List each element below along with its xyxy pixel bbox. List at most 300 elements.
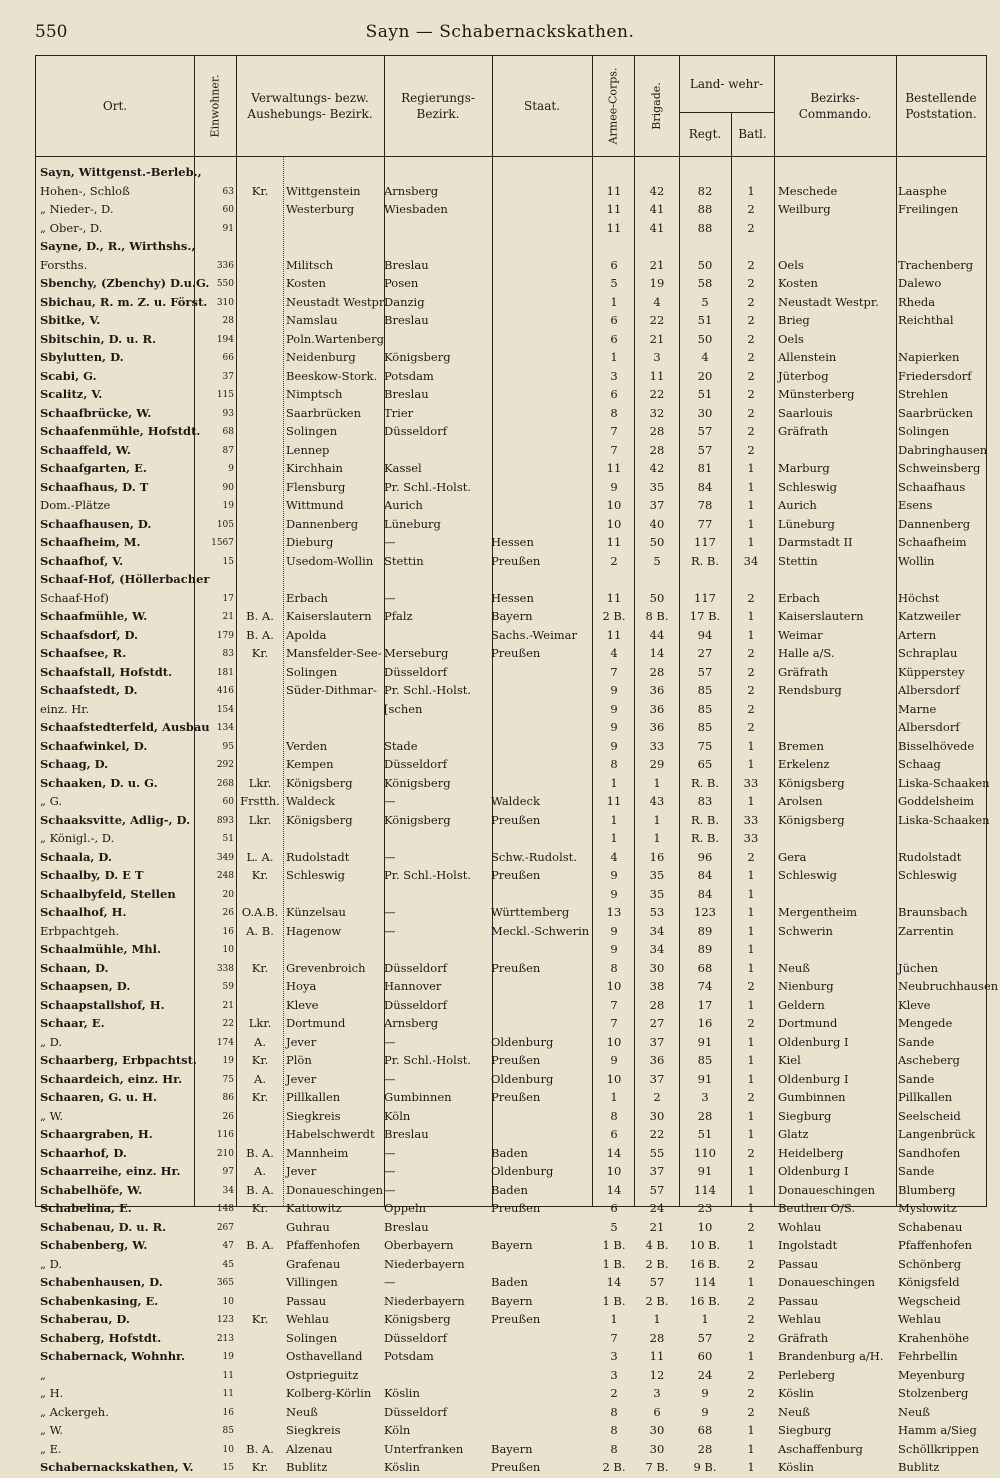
landwehr-regiment-cell: 16 B. bbox=[689, 1293, 721, 1308]
district-command-cell: Gumbinnen bbox=[778, 1090, 846, 1104]
district-command-cell: Geldern bbox=[778, 997, 825, 1012]
page-number: 550 bbox=[35, 22, 68, 42]
post-station-cell: Seelscheid bbox=[898, 1108, 961, 1123]
army-corps-cell: 1 bbox=[610, 294, 618, 309]
landwehr-battalion-cell: 2 bbox=[747, 405, 755, 420]
brigade-cell: 30 bbox=[649, 1108, 665, 1123]
brigade-cell: 29 bbox=[649, 757, 665, 771]
brigade-cell: 37 bbox=[649, 1164, 665, 1178]
table-row bbox=[36, 1163, 986, 1182]
district-command-cell: Arolsen bbox=[778, 794, 823, 808]
table-body bbox=[36, 164, 999, 1478]
district-command-cell: Köslin bbox=[778, 1386, 814, 1400]
district-command-cell: Brandenburg a/H. bbox=[778, 1349, 884, 1363]
landwehr-regiment-cell: 117 bbox=[694, 535, 716, 549]
govt-district-cell: — bbox=[384, 794, 396, 808]
landwehr-regiment-cell: R. B. bbox=[690, 775, 720, 790]
table-row bbox=[36, 1367, 986, 1386]
admin-district-cell: Wittgenstein bbox=[286, 183, 361, 198]
district-command-cell: Halle a/S. bbox=[778, 646, 835, 660]
govt-district-cell: Düsseldorf bbox=[384, 1404, 447, 1419]
table-row bbox=[36, 349, 986, 368]
landwehr-battalion-cell: 1 bbox=[747, 1127, 755, 1141]
landwehr-battalion-cell: 2 bbox=[747, 1256, 755, 1271]
table-row bbox=[36, 1422, 986, 1441]
place-name-cell: „ G. bbox=[40, 794, 63, 808]
district-command-cell: Königsberg bbox=[778, 775, 845, 790]
post-station-cell: Neubruchhausen bbox=[898, 979, 999, 993]
district-command-cell: Glatz bbox=[778, 1127, 809, 1141]
place-name-cell: Schaafwinkel, D. bbox=[40, 738, 148, 753]
army-corps-cell: 7 bbox=[610, 442, 618, 457]
admin-district-cell: Solingen bbox=[286, 1330, 338, 1345]
army-corps-cell: 10 bbox=[606, 979, 622, 993]
landwehr-regiment-cell: 57 bbox=[697, 424, 713, 438]
army-corps-cell: 9 bbox=[610, 479, 618, 494]
place-name-cell: „ W. bbox=[40, 1108, 64, 1123]
table-row bbox=[36, 960, 986, 979]
admin-district-cell: Kosten bbox=[286, 276, 326, 290]
landwehr-battalion-cell: 2 bbox=[747, 257, 755, 272]
table-row bbox=[36, 1145, 986, 1164]
state-cell: Oldenburg bbox=[491, 1164, 554, 1178]
govt-district-cell: Köln bbox=[384, 1423, 411, 1437]
admin-district-cell: Rudolstadt bbox=[286, 849, 350, 864]
table-row bbox=[36, 312, 986, 331]
post-station-cell: Neuß bbox=[898, 1404, 930, 1419]
landwehr-battalion-cell: 1 bbox=[747, 1108, 755, 1123]
district-command-cell: Brieg bbox=[778, 313, 810, 327]
post-station-cell: Schleswig bbox=[898, 868, 957, 882]
landwehr-regiment-cell: 57 bbox=[697, 1330, 713, 1345]
place-name-cell: Schaafmühle, W. bbox=[40, 609, 148, 623]
brigade-cell: 28 bbox=[649, 442, 665, 457]
landwehr-regiment-cell: 84 bbox=[697, 886, 713, 901]
district-command-cell: Kiel bbox=[778, 1053, 801, 1067]
population-cell: 21 bbox=[222, 612, 234, 622]
landwehr-regiment-cell: 57 bbox=[697, 442, 713, 457]
brigade-cell: 11 bbox=[649, 1349, 665, 1363]
admin-district-cell: Mansfelder-See- bbox=[286, 646, 382, 660]
govt-district-cell: Aurich bbox=[384, 498, 423, 512]
post-station-cell: Strehlen bbox=[898, 387, 949, 401]
brigade-cell: 37 bbox=[649, 498, 665, 512]
place-name-cell: Schaafstall, Hofstdt. bbox=[40, 664, 173, 679]
brigade-cell: 4 bbox=[653, 294, 661, 309]
admin-type-cell: Kr. bbox=[251, 1053, 269, 1067]
post-station-cell: Schraplau bbox=[898, 646, 958, 660]
post-station-cell: Solingen bbox=[898, 424, 950, 438]
admin-district-cell: Dieburg bbox=[286, 535, 334, 549]
govt-district-cell: — bbox=[384, 923, 396, 938]
govt-district-cell: [schen bbox=[384, 701, 423, 716]
table-row bbox=[36, 368, 986, 387]
population-cell: 26 bbox=[222, 1111, 234, 1122]
table-row bbox=[36, 1274, 986, 1293]
landwehr-regiment-cell: 28 bbox=[697, 1108, 713, 1123]
landwehr-battalion-cell: 2 bbox=[747, 1386, 755, 1400]
govt-district-cell: Breslau bbox=[384, 313, 429, 327]
landwehr-regiment-cell: 30 bbox=[697, 405, 713, 420]
post-station-cell: Höchst bbox=[898, 590, 940, 605]
district-command-cell: Donaueschingen bbox=[778, 1275, 876, 1289]
landwehr-battalion-cell: 2 bbox=[747, 683, 755, 697]
population-cell: 19 bbox=[222, 1056, 234, 1066]
army-corps-cell: 2 B. bbox=[602, 609, 626, 623]
landwehr-battalion-cell: 2 bbox=[747, 368, 755, 383]
population-cell: 83 bbox=[222, 649, 234, 659]
admin-type-cell: Lkr. bbox=[248, 1016, 272, 1030]
landwehr-battalion-cell: 1 bbox=[747, 1071, 755, 1086]
army-corps-cell: 11 bbox=[606, 535, 622, 549]
place-name-cell: Schaalhof, H. bbox=[40, 905, 127, 919]
post-station-cell: Schabenau bbox=[898, 1219, 963, 1234]
brigade-cell: 37 bbox=[649, 1071, 665, 1086]
brigade-cell: 35 bbox=[649, 886, 665, 901]
population-cell: 28 bbox=[222, 316, 234, 326]
army-corps-cell: 1 bbox=[610, 775, 618, 790]
admin-district-cell: Beeskow-Stork. bbox=[286, 368, 378, 383]
brigade-cell: 35 bbox=[649, 479, 665, 494]
post-station-cell: Liska-Schaaken bbox=[898, 812, 990, 827]
post-station-cell: Zarrentin bbox=[898, 923, 954, 938]
landwehr-battalion-cell: 1 bbox=[747, 183, 755, 198]
landwehr-battalion-cell: 1 bbox=[747, 1460, 755, 1474]
brigade-cell: 16 bbox=[649, 849, 665, 864]
admin-district-cell: Bublitz bbox=[286, 1460, 328, 1474]
population-cell: 60 bbox=[222, 205, 234, 215]
admin-district-cell: Plön bbox=[286, 1053, 312, 1067]
army-corps-cell: 10 bbox=[606, 1034, 622, 1049]
post-station-cell: Schaag bbox=[898, 757, 941, 771]
landwehr-battalion-cell: 2 bbox=[747, 701, 755, 716]
district-command-cell: Oldenburg I bbox=[778, 1164, 849, 1178]
place-name-cell: Schabelhöfe, W. bbox=[40, 1182, 143, 1197]
army-corps-cell: 11 bbox=[606, 794, 622, 808]
landwehr-regiment-cell: R. B. bbox=[690, 553, 720, 568]
landwehr-regiment-cell: 91 bbox=[697, 1164, 713, 1178]
state-cell: Meckl.-Schwerin bbox=[491, 923, 590, 938]
landwehr-regiment-cell: 85 bbox=[697, 683, 713, 697]
admin-district-cell: Jever bbox=[286, 1034, 317, 1049]
landwehr-regiment-cell: 123 bbox=[694, 905, 716, 919]
landwehr-battalion-cell: 2 bbox=[747, 664, 755, 679]
post-station-cell: Meyenburg bbox=[898, 1367, 965, 1382]
landwehr-battalion-cell: 2 bbox=[747, 276, 755, 290]
post-station-cell: Königsfeld bbox=[898, 1275, 960, 1289]
landwehr-regiment-cell: 114 bbox=[694, 1275, 716, 1289]
brigade-cell: 41 bbox=[649, 202, 665, 216]
table-row bbox=[36, 460, 986, 479]
post-station-cell: Albersdorf bbox=[898, 683, 960, 697]
army-corps-cell: 8 bbox=[610, 1441, 618, 1456]
landwehr-battalion-cell: 1 bbox=[747, 757, 755, 771]
govt-district-cell: — bbox=[384, 535, 396, 549]
govt-district-cell: Breslau bbox=[384, 1219, 429, 1234]
place-name-cell: Sayn, Wittgenst.-Berleb., bbox=[40, 165, 202, 179]
population-cell: 60 bbox=[222, 797, 234, 807]
post-station-cell: Laasphe bbox=[898, 183, 947, 198]
district-command-cell: Schleswig bbox=[778, 479, 837, 494]
admin-district-cell: Saarbrücken bbox=[286, 405, 361, 420]
district-command-cell: Rendsburg bbox=[778, 683, 842, 697]
brigade-cell: 21 bbox=[649, 331, 665, 346]
govt-district-cell: Niederbayern bbox=[384, 1256, 465, 1271]
landwehr-regiment-cell: 85 bbox=[697, 720, 713, 734]
table-row bbox=[36, 1348, 986, 1367]
landwehr-regiment-cell: 4 bbox=[701, 350, 709, 364]
post-station-cell: Friedersdorf bbox=[898, 368, 972, 383]
table-row bbox=[36, 1256, 986, 1275]
population-cell: 19 bbox=[222, 1352, 234, 1362]
army-corps-cell: 11 bbox=[606, 183, 622, 198]
place-name-cell: Schaapsen, D. bbox=[40, 979, 131, 993]
admin-type-cell: Kr. bbox=[251, 1201, 269, 1215]
govt-district-cell: Hannover bbox=[384, 979, 442, 993]
army-corps-cell: 6 bbox=[610, 387, 618, 401]
table-row bbox=[36, 1052, 986, 1071]
post-station-cell: Esens bbox=[898, 498, 933, 512]
landwehr-battalion-cell: 1 bbox=[747, 997, 755, 1012]
govt-district-cell: Arnsberg bbox=[384, 183, 439, 198]
army-corps-cell: 9 bbox=[610, 683, 618, 697]
brigade-cell: 35 bbox=[649, 868, 665, 882]
army-corps-cell: 10 bbox=[606, 516, 622, 531]
army-corps-cell: 5 bbox=[610, 1219, 618, 1234]
govt-district-cell: Potsdam bbox=[384, 1349, 434, 1363]
brigade-cell: 12 bbox=[649, 1367, 665, 1382]
landwehr-regiment-cell: 65 bbox=[697, 757, 713, 771]
landwehr-regiment-cell: 17 B. bbox=[689, 609, 721, 623]
army-corps-cell: 14 bbox=[606, 1145, 622, 1160]
brigade-cell: 3 bbox=[653, 350, 661, 364]
table-row bbox=[36, 220, 986, 239]
govt-district-cell: — bbox=[384, 849, 396, 864]
landwehr-regiment-cell: 9 bbox=[701, 1386, 709, 1400]
header-brigade: Brigade. bbox=[649, 82, 663, 130]
landwehr-regiment-cell: 50 bbox=[697, 331, 713, 346]
place-name-cell: Schaafgarten, E. bbox=[40, 461, 147, 475]
landwehr-regiment-cell: 81 bbox=[697, 461, 713, 475]
table-row bbox=[36, 1182, 986, 1201]
brigade-cell: 34 bbox=[649, 923, 665, 938]
army-corps-cell: 1 bbox=[610, 1312, 618, 1326]
army-corps-cell: 6 bbox=[610, 1201, 618, 1215]
admin-district-cell: Kirchhain bbox=[286, 461, 343, 475]
district-command-cell: Schwerin bbox=[778, 923, 833, 938]
landwehr-battalion-cell: 1 bbox=[747, 738, 755, 753]
table-row bbox=[36, 904, 986, 923]
army-corps-cell: 9 bbox=[610, 1053, 618, 1067]
table-row bbox=[36, 701, 986, 720]
population-cell: 90 bbox=[222, 482, 234, 493]
landwehr-battalion-cell: 1 bbox=[747, 868, 755, 882]
govt-district-cell: — bbox=[384, 905, 396, 919]
district-command-cell: Meschede bbox=[778, 183, 838, 198]
table-row bbox=[36, 1034, 986, 1053]
table-row bbox=[36, 423, 986, 442]
post-station-cell: Stolzenberg bbox=[898, 1386, 969, 1400]
state-cell: Oldenburg bbox=[491, 1034, 554, 1049]
state-cell: Bayern bbox=[491, 609, 533, 623]
population-cell: 26 bbox=[222, 908, 234, 918]
govt-district-cell: Pr. Schl.-Holst. bbox=[384, 683, 472, 697]
population-cell: 349 bbox=[216, 852, 234, 863]
army-corps-cell: 7 bbox=[610, 424, 618, 438]
admin-district-cell: Siegkreis bbox=[286, 1423, 341, 1437]
place-name-cell: „ Ackergeh. bbox=[40, 1404, 109, 1419]
govt-district-cell: Arnsberg bbox=[384, 1016, 439, 1030]
govt-district-cell: Pr. Schl.-Holst. bbox=[384, 1053, 472, 1067]
district-command-cell: Passau bbox=[778, 1293, 819, 1308]
table-row bbox=[36, 812, 990, 831]
place-name-cell: Schaberau, D. bbox=[40, 1312, 130, 1326]
govt-district-cell: Merseburg bbox=[384, 646, 449, 660]
table-row bbox=[36, 386, 986, 405]
place-name-cell: Schaan, D. bbox=[40, 960, 109, 975]
brigade-cell: 36 bbox=[649, 683, 665, 697]
post-station-cell: Braunsbach bbox=[898, 905, 968, 919]
brigade-cell: 1 bbox=[653, 812, 661, 827]
landwehr-regiment-cell: 24 bbox=[697, 1367, 713, 1382]
population-cell: 11 bbox=[222, 1389, 234, 1399]
landwehr-regiment-cell: 51 bbox=[697, 387, 713, 401]
landwehr-battalion-cell: 1 bbox=[747, 498, 755, 512]
population-cell: 154 bbox=[216, 704, 234, 715]
table-row bbox=[36, 978, 999, 997]
govt-district-cell: Köln bbox=[384, 1108, 411, 1123]
table-row bbox=[36, 275, 986, 294]
landwehr-battalion-cell: 34 bbox=[743, 553, 759, 568]
army-corps-cell: 9 bbox=[610, 738, 618, 753]
admin-district-cell: Militsch bbox=[286, 257, 334, 272]
army-corps-cell: 5 bbox=[610, 276, 618, 290]
place-name-cell: Schaaken, D. u. G. bbox=[40, 775, 158, 790]
header-armee-corps: Armee-Corps. bbox=[606, 67, 620, 145]
govt-district-cell: Pr. Schl.-Holst. bbox=[384, 868, 472, 882]
page-header bbox=[0, 0, 1000, 52]
landwehr-regiment-cell: 9 B. bbox=[693, 1460, 717, 1474]
state-cell: Hessen bbox=[491, 590, 534, 605]
population-cell: 416 bbox=[216, 686, 234, 696]
army-corps-cell: 1 B. bbox=[602, 1256, 626, 1271]
landwehr-battalion-cell: 1 bbox=[747, 461, 755, 475]
brigade-cell: 30 bbox=[649, 1423, 665, 1437]
population-cell: 194 bbox=[216, 334, 234, 345]
army-corps-cell: 7 bbox=[610, 997, 618, 1012]
brigade-cell: 24 bbox=[649, 1201, 665, 1215]
table-row bbox=[36, 1311, 986, 1330]
govt-district-cell: Düsseldorf bbox=[384, 1330, 447, 1345]
table-row bbox=[36, 1441, 986, 1460]
population-cell: 63 bbox=[222, 186, 234, 197]
govt-district-cell: Lüneburg bbox=[384, 516, 441, 531]
table-row bbox=[36, 257, 986, 276]
govt-district-cell: Stettin bbox=[384, 553, 424, 568]
landwehr-regiment-cell: 20 bbox=[697, 368, 713, 383]
admin-district-cell: Waldeck bbox=[286, 794, 335, 808]
place-name-cell: Schaafbrücke, W. bbox=[40, 405, 152, 420]
table-row bbox=[36, 1237, 986, 1256]
landwehr-battalion-cell: 1 bbox=[747, 1349, 755, 1363]
table-row bbox=[36, 793, 986, 812]
landwehr-battalion-cell: 2 bbox=[747, 590, 755, 605]
place-name-cell: Schaalbyfeld, Stellen bbox=[40, 886, 176, 901]
table-row bbox=[36, 442, 986, 461]
table-row bbox=[36, 849, 986, 868]
table-row bbox=[36, 886, 986, 905]
place-name-cell: Schaala, D. bbox=[40, 849, 112, 864]
army-corps-cell: 2 B. bbox=[602, 1460, 626, 1474]
place-name-cell: Schaafstedt, D. bbox=[40, 683, 138, 697]
brigade-cell: 33 bbox=[649, 738, 665, 753]
header-regierung: Regierungs- Bezirk. bbox=[401, 91, 475, 121]
table-row bbox=[36, 867, 986, 886]
brigade-cell: 41 bbox=[649, 220, 665, 235]
landwehr-battalion-cell: 33 bbox=[743, 831, 759, 845]
population-cell: 105 bbox=[216, 519, 234, 530]
admin-type-cell: Kr. bbox=[251, 183, 269, 198]
population-cell: 20 bbox=[222, 889, 234, 900]
district-command-cell: Passau bbox=[778, 1256, 819, 1271]
district-command-cell: Köslin bbox=[778, 1460, 814, 1474]
post-station-cell: Fehrbellin bbox=[898, 1349, 958, 1363]
army-corps-cell: 8 bbox=[610, 1423, 618, 1437]
district-command-cell: Dortmund bbox=[778, 1016, 838, 1030]
population-cell: 10 bbox=[222, 945, 234, 955]
header-batl: Batl. bbox=[738, 127, 767, 141]
place-name-cell: Schaafhof, V. bbox=[40, 553, 124, 568]
admin-district-cell: Alzenau bbox=[286, 1441, 333, 1456]
brigade-cell: 50 bbox=[649, 590, 665, 605]
landwehr-battalion-cell: 1 bbox=[747, 1275, 755, 1289]
post-station-cell: Rheda bbox=[898, 294, 936, 309]
table-row bbox=[36, 941, 986, 960]
landwehr-battalion-cell: 1 bbox=[747, 1034, 755, 1049]
landwehr-regiment-cell: 85 bbox=[697, 701, 713, 716]
district-command-cell: Weilburg bbox=[778, 202, 831, 216]
admin-district-cell: Wehlau bbox=[286, 1312, 330, 1326]
army-corps-cell: 8 bbox=[610, 960, 618, 975]
admin-type-cell: A. B. bbox=[246, 923, 274, 938]
brigade-cell: 32 bbox=[649, 405, 665, 420]
table-row bbox=[36, 645, 986, 664]
table-row bbox=[36, 664, 986, 683]
landwehr-regiment-cell: 77 bbox=[697, 516, 713, 531]
govt-district-cell: Niederbayern bbox=[384, 1293, 465, 1308]
govt-district-cell: Potsdam bbox=[384, 368, 434, 383]
landwehr-regiment-cell: 74 bbox=[697, 979, 713, 993]
post-station-cell: Artern bbox=[898, 627, 937, 642]
table-row bbox=[36, 183, 986, 202]
govt-district-cell: Königsberg bbox=[384, 1312, 451, 1326]
state-cell: Bayern bbox=[491, 1238, 533, 1252]
post-station-cell: Myslowitz bbox=[898, 1201, 957, 1215]
admin-district-cell: Neidenburg bbox=[286, 350, 356, 364]
brigade-cell: 2 B. bbox=[645, 1293, 669, 1308]
govt-district-cell: — bbox=[384, 590, 396, 605]
table-header bbox=[36, 56, 986, 157]
landwehr-regiment-cell: 51 bbox=[697, 1127, 713, 1141]
place-name-cell: Schaag, D. bbox=[40, 757, 109, 771]
landwehr-battalion-cell: 1 bbox=[747, 516, 755, 531]
table-row bbox=[36, 1126, 986, 1145]
brigade-cell: 28 bbox=[649, 1330, 665, 1345]
district-command-cell: Bremen bbox=[778, 738, 824, 753]
place-name-cell: „ Nieder-, D. bbox=[40, 202, 114, 216]
landwehr-regiment-cell: 89 bbox=[697, 942, 713, 956]
post-station-cell: Marne bbox=[898, 701, 937, 716]
